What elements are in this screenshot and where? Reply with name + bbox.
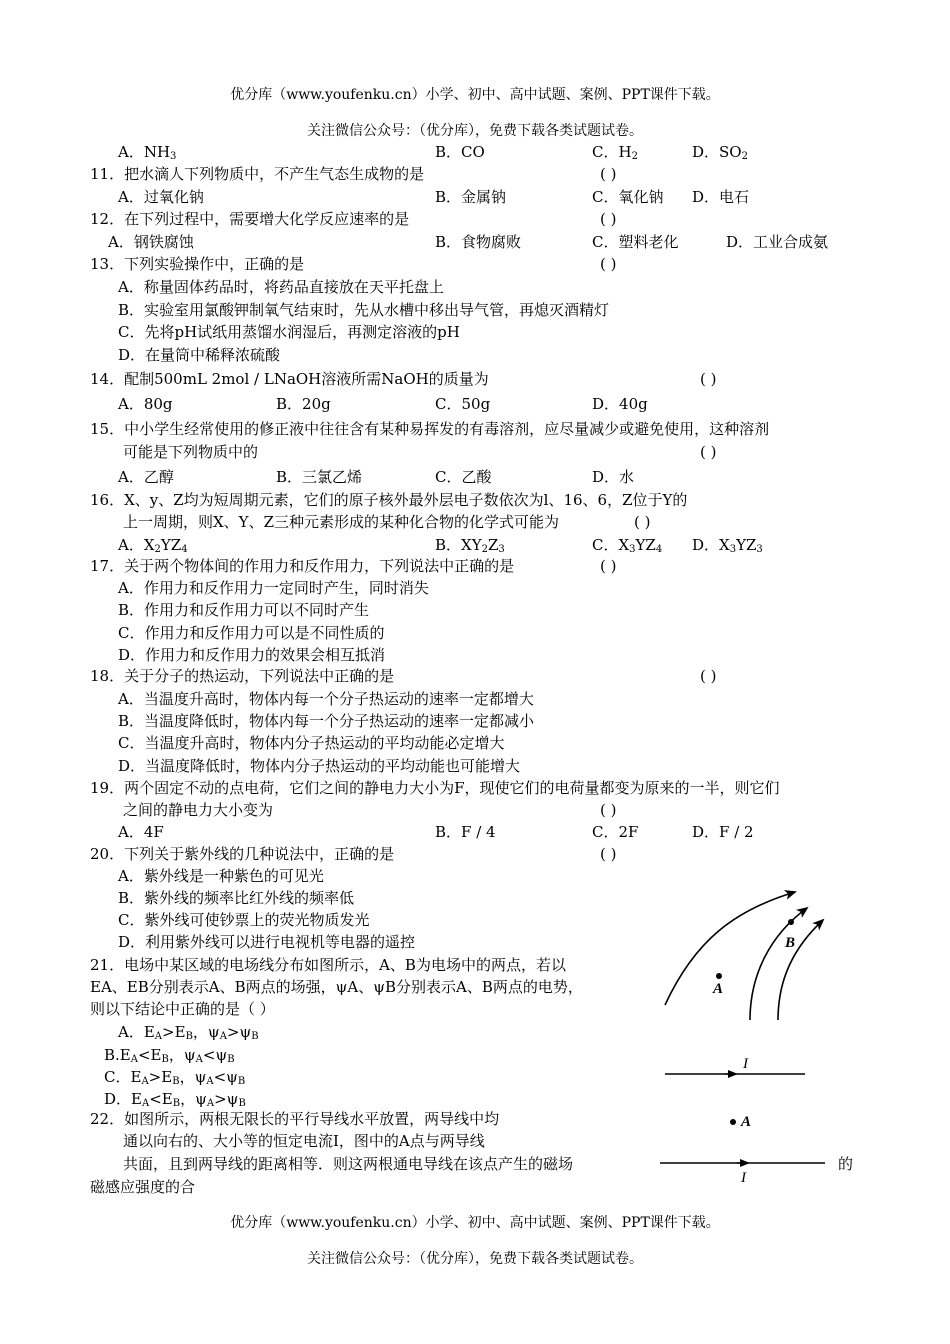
q20-option-a: A．紫外线是一种紫色的可见光	[118, 867, 324, 885]
header-line-1: 优分库（www.youfenku.cn）小学、初中、高中试题、案例、PPT课件下载。	[230, 87, 720, 103]
q13-answer-paren: ( )	[600, 255, 617, 273]
q13-option-b: B．实验室用氯酸钾制氧气结束时，先从水槽中移出导气管，再熄灭酒精灯	[118, 301, 610, 319]
q16-stem-cont: 上一周期，则X、Y、Z三种元素形成的某种化合物的化学式可能为	[123, 513, 560, 531]
q17-stem: 17．关于两个物体间的作用力和反作用力，下列说法中正确的是	[90, 557, 515, 575]
electric-field-figure	[655, 880, 835, 1030]
q19-answer-paren: ( )	[600, 801, 617, 819]
field-line-1	[665, 892, 795, 1005]
q15-option-d: D．水	[592, 468, 635, 486]
q22-stem-cont2: 共面，且到两导线的距离相等．则这两根通电导线在该点产生的磁场	[123, 1155, 574, 1173]
q10-option-a: A．$NH_3$	[118, 143, 177, 162]
q12-stem: 12．在下列过程中，需要增大化学反应速率的是	[90, 210, 410, 228]
point-a-dot	[730, 1119, 736, 1125]
q19-option-b: B．F / 4	[435, 823, 496, 841]
q13-option-a: A．称量固体药品时，将药品直接放在天平托盘上	[118, 278, 444, 296]
parallel-wires-figure	[655, 1050, 835, 1190]
q14-option-d: D．40g	[592, 395, 648, 413]
point-a-label: A	[741, 1114, 752, 1130]
q14-answer-paren: ( )	[700, 370, 717, 388]
q21-stem: 21．电场中某区域的电场线分布如图所示，A、B为电场中的两点，若以	[90, 956, 566, 974]
q21-option-a: A．$E_A>E_B$，$\psi_A>\psi_B$	[118, 1023, 259, 1042]
q11-answer-paren: ( )	[600, 165, 617, 183]
q19-option-d: D．F / 2	[692, 823, 754, 841]
q10-option-d: D．$SO_2$	[692, 143, 748, 162]
q11-option-a: A．过氧化钠	[118, 188, 204, 206]
q12-option-a: A．钢铁腐蚀	[108, 233, 194, 251]
q12-option-c: C．塑料老化	[592, 233, 679, 251]
q19-option-a: A．4F	[118, 823, 164, 841]
q17-option-d: D．作用力和反作用力的效果会相互抵消	[118, 646, 386, 664]
q21-option-c: C．$E_A>E_B$，$\psi_A<\psi_B$	[104, 1068, 246, 1087]
q19-option-c: C．2F	[592, 823, 639, 841]
q16-stem: 16．X、y、Z均为短周期元素，它们的原子核外最外层电子数依次为l、16、6，Z位于Y的	[90, 491, 688, 509]
q12-option-b: B．食物腐败	[435, 233, 522, 251]
point-a-dot	[716, 973, 722, 979]
q16-answer-paren: ( )	[634, 513, 651, 531]
point-b-dot	[788, 919, 794, 925]
point-b-label: B	[785, 935, 796, 951]
q17-answer-paren: ( )	[600, 557, 617, 575]
q15-answer-paren: ( )	[700, 443, 717, 461]
q20-option-c: C．紫外线可使钞票上的荧光物质发光	[118, 911, 370, 929]
q16-option-a: A．$X_2YZ_4$	[118, 536, 188, 555]
q21-stem-cont: EA、EB分别表示A、B两点的场强，ψA、ψB分别表示A、B两点的电势，	[90, 978, 583, 996]
q11-stem: 11．把水滴人下列物质中，不产生气态生成物的是	[90, 165, 425, 183]
q16-option-b: B．$XY_2Z_3$	[435, 536, 505, 555]
footer-line-2: 关注微信公众号：（优分库），免费下载各类试题试卷。	[307, 1251, 643, 1267]
q11-option-b: B．金属钠	[435, 188, 507, 206]
q15-option-c: C．乙酸	[435, 468, 492, 486]
q21-stem-cont2: 则以下结论中正确的是（ ）	[90, 1000, 275, 1018]
point-a-label: A	[713, 981, 724, 997]
q20-answer-paren: ( )	[600, 845, 617, 863]
q21-option-b: $B.E_A<E_B$，$\psi_A<\psi_B$	[104, 1046, 235, 1065]
q20-stem: 20．下列关于紫外线的几种说法中，正确的是	[90, 845, 395, 863]
q21-option-d: D．$E_A<E_B$，$\psi_A>\psi_B$	[104, 1090, 246, 1109]
q15-stem: 15．中小学生经常使用的修正液中往往含有某种易挥发的有毒溶剂，应尽量减少或避免使用，这种溶剂	[90, 420, 770, 438]
q12-option-d: D．工业合成氨	[726, 233, 829, 251]
q20-option-b: B．紫外线的频率比红外线的频率低	[118, 889, 355, 907]
q18-option-a: A．当温度升高时，物体内每一个分子热运动的速率一定都增大	[118, 690, 534, 708]
q18-option-c: C．当温度升高时，物体内分子热运动的平均动能必定增大	[118, 734, 505, 752]
q17-option-b: B．作用力和反作用力可以不同时产生	[118, 601, 370, 619]
top-current-label: I	[743, 1056, 748, 1072]
q15-option-a: A．乙醇	[118, 468, 174, 486]
q16-option-d: D．$X_3YZ_3$	[692, 536, 763, 555]
q15-option-b: B．三氯乙烯	[276, 468, 363, 486]
q12-answer-paren: ( )	[600, 210, 617, 228]
q19-stem-cont: 之间的静电力大小变为	[123, 801, 274, 819]
q16-option-c: C．$X_3YZ_4$	[592, 536, 663, 555]
footer-line-1: 优分库（www.youfenku.cn）小学、初中、高中试题、案例、PPT课件下载。	[230, 1215, 720, 1231]
q14-option-a: A．80g	[118, 395, 173, 413]
q19-stem: 19．两个固定不动的点电荷，它们之间的静电力大小为F，现使它们的电荷量都变为原来的一半，则它们	[90, 779, 780, 797]
q11-option-d: D．电石	[692, 188, 750, 206]
q18-stem: 18．关于分子的热运动，下列说法中正确的是	[90, 667, 395, 685]
q15-stem-cont: 可能是下列物质中的	[123, 443, 259, 461]
q20-option-d: D．利用紫外线可以进行电视机等电器的遥控	[118, 933, 416, 951]
q22-stem: 22．如图所示，两根无限长的平行导线水平放置，两导线中均	[90, 1110, 500, 1128]
q13-stem: 13．下列实验操作中，正确的是	[90, 255, 305, 273]
q17-option-a: A．作用力和反作用力一定同时产生，同时消失	[118, 579, 429, 597]
header-line-2: 关注微信公众号：（优分库），免费下载各类试题试卷。	[307, 123, 643, 139]
q14-option-c: C．50g	[435, 395, 491, 413]
q13-option-c: C．先将pH试纸用蒸馏水润湿后，再测定溶液的pH	[118, 323, 460, 341]
q22-stem-cont3: 磁感应强度的合	[90, 1178, 196, 1196]
q11-option-c: C．氧化钠	[592, 188, 664, 206]
q18-answer-paren: ( )	[700, 667, 717, 685]
q22-stem-cont: 通以向右的、大小等的恒定电流I，图中的A点与两导线	[123, 1132, 485, 1150]
q13-option-d: D．在量筒中稀释浓硫酸	[118, 346, 281, 364]
q18-option-b: B．当温度降低时，物体内每一个分子热运动的速率一定都减小	[118, 712, 535, 730]
q22-stem-cont2-end: 的	[838, 1155, 854, 1173]
q10-option-c: C．$H_2$	[592, 143, 638, 162]
q14-stem: 14．配制500mL 2mol / LNaOH溶液所需NaOH的质量为	[90, 370, 489, 388]
q10-option-b: B．CO	[435, 143, 485, 161]
q18-option-d: D．当温度降低时，物体内分子热运动的平均动能也可能增大	[118, 757, 521, 775]
q14-option-b: B．20g	[276, 395, 331, 413]
bottom-current-label: I	[741, 1170, 746, 1186]
q17-option-c: C．作用力和反作用力可以是不同性质的	[118, 624, 385, 642]
